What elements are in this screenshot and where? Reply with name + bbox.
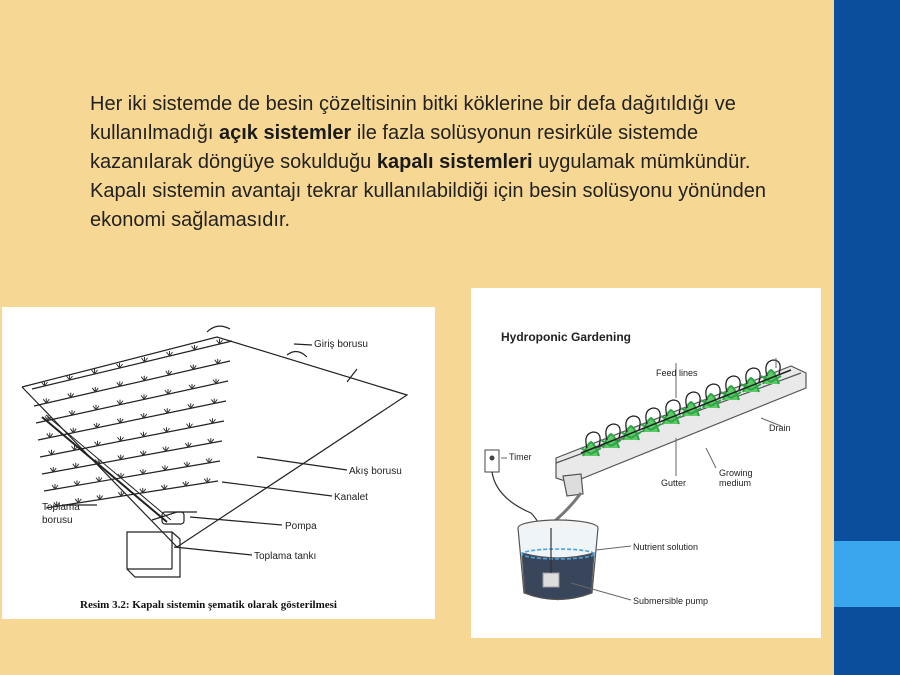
label-kanalet: Kanalet	[334, 492, 368, 503]
bold-open-systems: açık sistemler	[218, 122, 352, 144]
label-growing-1: Growing	[719, 468, 753, 478]
label-timer: Timer	[509, 452, 532, 462]
paragraph-text-2: ile fazla solüsyonun resirküle sistemde kazanılarak döngüye sokulduğu	[90, 122, 699, 173]
label-growing-2: medium	[719, 478, 752, 488]
label-giris-borusu: Giriş borusu	[314, 339, 368, 350]
label-submersible-pump: Submersible pump	[633, 596, 709, 606]
label-feed-lines: Feed lines	[656, 368, 698, 378]
sidebar-accent-block	[834, 541, 900, 607]
label-nutrient-solution: Nutrient solution	[633, 542, 699, 552]
figure-caption: Resim 3.2: Kapalı sistemin şematik olarak gösterilmesi	[80, 599, 337, 611]
plant-marks	[42, 339, 223, 506]
hydroponic-drawing	[471, 288, 821, 638]
channel-lines	[32, 341, 232, 508]
label-toplama-tanki: Toplama tankı	[254, 551, 317, 562]
paragraph-text-1: Her iki sistemde de besin çözeltisinin bitki köklerine bir defa dağıtıldığı ve kullanılmadığı	[90, 93, 736, 144]
label-toplama-1: Toplama	[42, 502, 80, 513]
label-gutter: Gutter	[661, 478, 687, 488]
label-pompa: Pompa	[285, 521, 317, 532]
hydroponic-title: Hydroponic Gardening	[501, 330, 632, 344]
label-drain: Drain	[769, 423, 791, 433]
label-akis-borusu: Akış borusu	[349, 466, 402, 477]
closed-system-diagram	[2, 307, 435, 619]
paragraph-text-3: uygulamak mümkündür. Kapalı sistemin avantajı tekrar kullanılabildiği için besin solüsyonu yönünden ekonomi sağlamasıdır.	[90, 151, 766, 231]
closed-system-drawing	[2, 307, 435, 619]
body-paragraph	[90, 90, 790, 235]
label-toplama-2: borusu	[42, 515, 73, 526]
bold-closed-systems: kapalı sistemleri	[376, 151, 533, 173]
hydroponic-diagram	[471, 288, 821, 638]
